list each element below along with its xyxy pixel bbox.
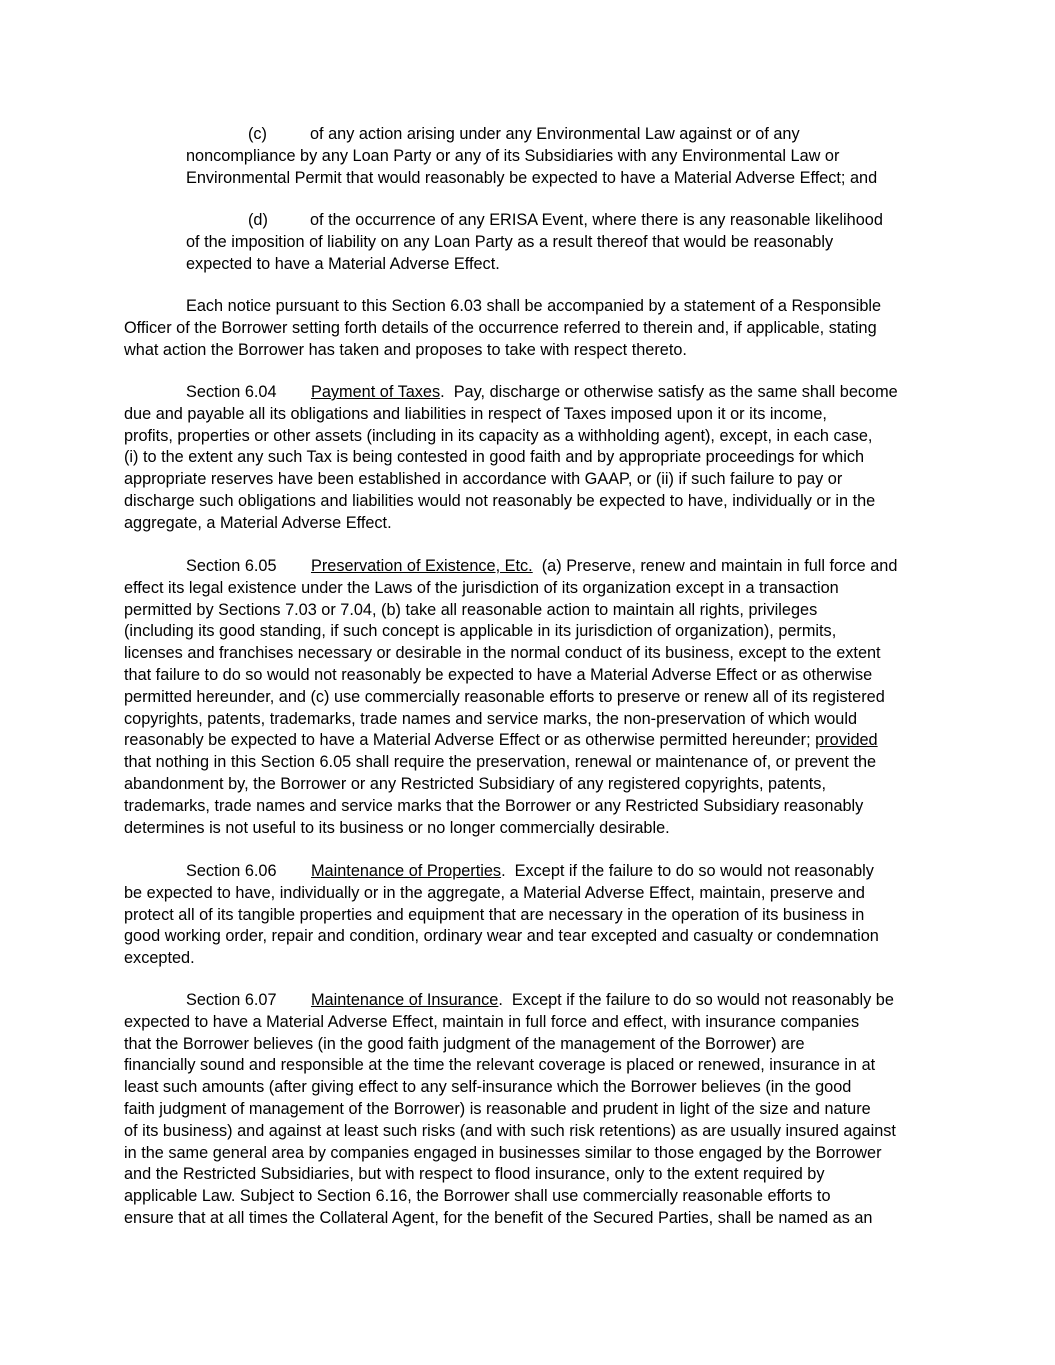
section-6-05-line-6: that failure to do so would not reasonably be expected to have a Material Adverse Effect or as otherwise	[124, 665, 873, 684]
section-6-06-line-3: protect all of its tangible properties and equipment that are necessary in the operation of its business in	[124, 905, 865, 924]
section-6-05-line-10: that nothing in this Section 6.05 shall require the preservation, renewal or maintenance of, or prevent the	[124, 753, 877, 772]
section-6-07-line-7: of its business) and against at least such risks (and with such risk retentions) as are usually insured against	[124, 1121, 896, 1140]
section-6-04-heading: Payment of Taxes	[311, 383, 441, 401]
section-6-07-line-8: in the same general area by companies engaged in businesses similar to those engaged by the Borrower	[124, 1143, 882, 1162]
clause-c-text-1: of any action arising under any Environmental Law against or of any	[310, 125, 800, 143]
section-6-07-line-2: expected to have a Material Adverse Effect, maintain in full force and effect, with insurance companies	[124, 1012, 860, 1031]
clause-d	[186, 210, 946, 275]
section-6-04	[124, 382, 934, 535]
section-6-05-line-4: (including its good standing, if such concept is applicable in its jurisdiction of organization), permits,	[124, 622, 837, 641]
clause-d-text-1: of the occurrence of any ERISA Event, where there is any reasonable likelihood	[310, 211, 883, 229]
clause-c-label: (c)	[248, 125, 267, 143]
section-6-04-number: Section 6.04	[186, 383, 277, 401]
section-6-06-number: Section 6.06	[186, 862, 277, 880]
section-6-07-line-9: and the Restricted Subsidiaries, but with respect to flood insurance, only to the extent required by	[124, 1165, 825, 1184]
section-6-04-line-2: due and payable all its obligations and liabilities in respect of Taxes imposed upon it or its income,	[124, 404, 827, 423]
section-6-04-line-3: profits, properties or other assets (including in its capacity as a withholding agent), except, in each case,	[124, 426, 873, 445]
section-6-05-line-5: licenses and franchises necessary or desirable in the normal conduct of its business, except to the extent	[124, 644, 881, 663]
provided-term: provided	[815, 731, 878, 750]
notice-line-3: what action the Borrower has taken and proposes to take with respect thereto.	[124, 340, 687, 359]
section-6-05-heading: Preservation of Existence, Etc.	[311, 557, 533, 575]
section-6-05	[124, 556, 934, 839]
section-6-05-line-13: determines is not useful to its business or no longer commercially desirable.	[124, 818, 670, 837]
section-6-05-line-11: abandonment by, the Borrower or any Restricted Subsidiary of any registered copyrights, patents,	[124, 774, 826, 793]
section-6-07-line-5: least such amounts (after giving effect to any self-insurance which the Borrower believes (in the good	[124, 1078, 852, 1097]
section-6-07-line-3: that the Borrower believes (in the good faith judgment of the management of the Borrower) are	[124, 1034, 805, 1053]
section-6-05-line-12: trademarks, trade names and service marks that the Borrower or any Restricted Subsidiary reasonably	[124, 796, 864, 815]
section-6-05-line-8: copyrights, patents, trademarks, trade names and service marks, the non-preservation of which would	[124, 709, 858, 728]
section-6-06	[124, 861, 934, 970]
section-6-07	[124, 990, 934, 1230]
clause-d-line-3: expected to have a Material Adverse Effect.	[186, 254, 500, 273]
section-6-06-line-4: good working order, repair and condition, ordinary wear and tear excepted and casualty or condemnation	[124, 927, 879, 946]
section-6-05-line-3: permitted by Sections 7.03 or 7.04, (b) take all reasonable action to maintain all rights, privileges	[124, 600, 818, 619]
clause-c-line-2: noncompliance by any Loan Party or any of its Subsidiaries with any Environmental Law or	[186, 146, 840, 165]
section-6-05-number: Section 6.05	[186, 557, 277, 575]
section-6-05-line-9: reasonably be expected to have a Material Adverse Effect or as otherwise permitted hereunder; provided	[124, 731, 878, 750]
section-6-04-line-6: discharge such obligations and liabilities would not reasonably be expected to have, individually or in the	[124, 491, 876, 510]
section-6-05-line-2: effect its legal existence under the Laws of the jurisdiction of its organization except in a transaction	[124, 578, 839, 597]
notice-line-2: Officer of the Borrower setting forth details of the occurrence referred to therein and, if applicable, stating	[124, 318, 877, 337]
section-6-05-line-1: Section 6.05 Preservation of Existence, Etc. (a) Preserve, renew and maintain in full force and	[124, 556, 934, 578]
section-6-07-line-4: financially sound and responsible at the time the relevant coverage is placed or renewed, insurance in at	[124, 1056, 876, 1075]
section-6-07-number: Section 6.07	[186, 991, 277, 1009]
clause-d-label: (d)	[248, 211, 268, 229]
section-6-07-heading: Maintenance of Insurance	[311, 991, 499, 1009]
section-6-04-line-4: (i) to the extent any such Tax is being contested in good faith and by appropriate proceedings for which	[124, 448, 865, 467]
section-6-04-line-5: appropriate reserves have been established in accordance with GAAP, or (ii) if such failure to pay or	[124, 470, 843, 489]
notice-line-1: Each notice pursuant to this Section 6.03 shall be accompanied by a statement of a Responsible	[186, 297, 882, 315]
section-6-07-line-6: faith judgment of management of the Borrower) is reasonable and prudent in light of the size and nature	[124, 1099, 871, 1118]
clause-d-line-1	[186, 210, 946, 232]
section-6-04-line-1: Section 6.04 Payment of Taxes. Pay, discharge or otherwise satisfy as the same shall become	[124, 382, 934, 404]
clause-c	[186, 124, 946, 189]
section-6-06-line-5: excepted.	[124, 949, 195, 968]
section-6-07-line-1: Section 6.07 Maintenance of Insurance. Except if the failure to do so would not reasonably be	[124, 990, 934, 1012]
section-6-07-line-11: ensure that at all times the Collateral Agent, for the benefit of the Secured Parties, shall be named as an	[124, 1208, 873, 1227]
section-6-06-line-2: be expected to have, individually or in the aggregate, a Material Adverse Effect, maintain, preserve and	[124, 883, 865, 902]
section-6-06-heading: Maintenance of Properties	[311, 862, 502, 880]
section-6-04-line-7: aggregate, a Material Adverse Effect.	[124, 513, 392, 532]
section-6-06-line-1: Section 6.06 Maintenance of Properties. Except if the failure to do so would not reasonably	[124, 861, 934, 883]
clause-d-line-2: of the imposition of liability on any Loan Party as a result thereof that would be reasonably	[186, 232, 834, 251]
section-6-05-line-7: permitted hereunder, and (c) use commercially reasonable efforts to preserve or renew all of its registered	[124, 687, 885, 706]
clause-c-line-1	[186, 124, 946, 146]
notice-paragraph	[124, 296, 934, 361]
section-6-07-line-10: applicable Law. Subject to Section 6.16, the Borrower shall use commercially reasonable efforts to	[124, 1187, 831, 1206]
clause-c-line-3: Environmental Permit that would reasonably be expected to have a Material Adverse Effect; and	[186, 168, 878, 187]
